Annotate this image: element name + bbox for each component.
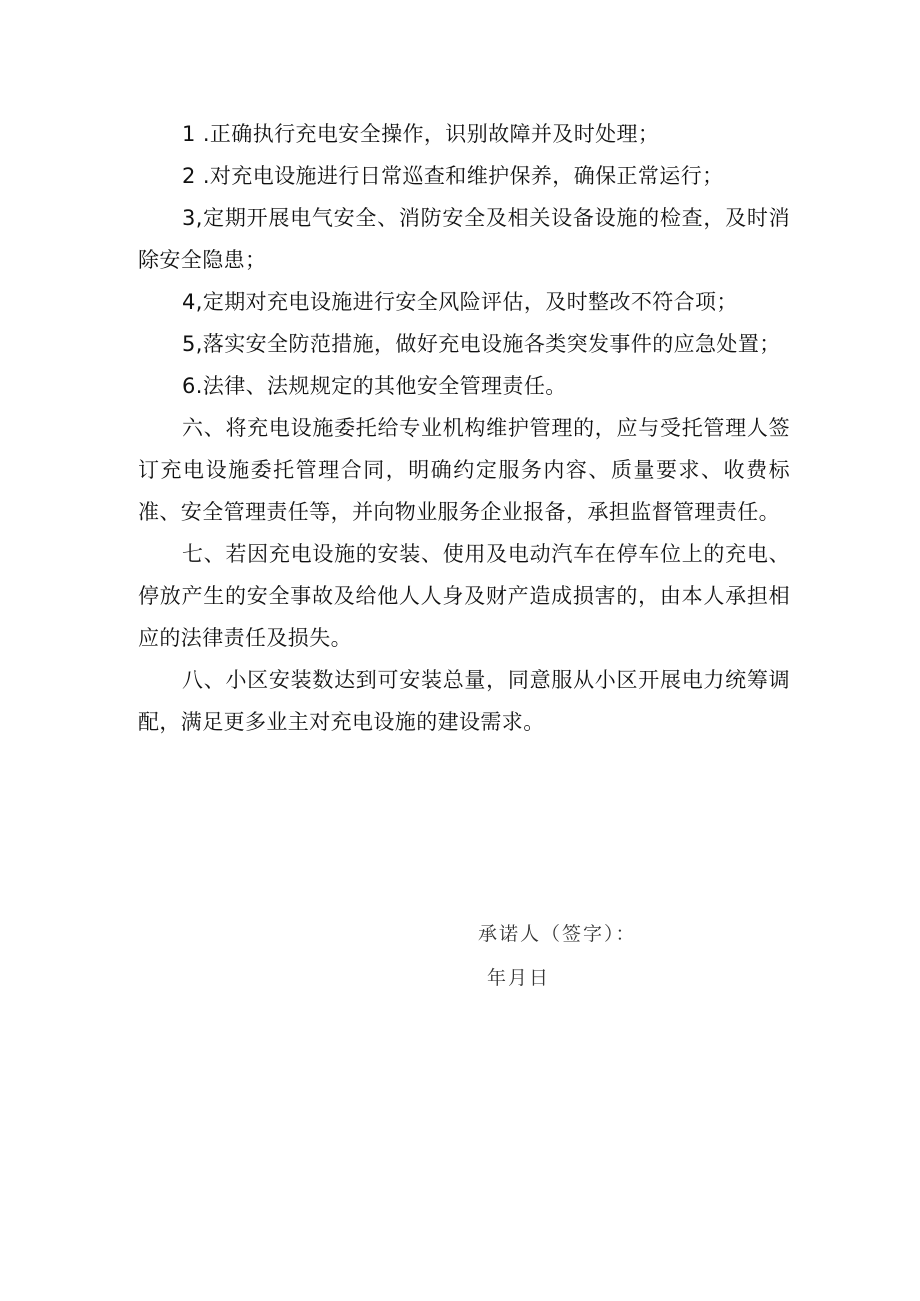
clause-4: 4,定期对充电设施进行安全风险评估，及时整改不符合项；	[182, 290, 738, 314]
clause-2: 2 .对充电设施进行日常巡查和维护保养，确保正常运行；	[182, 164, 724, 188]
section-eight: 八、小区安装数达到可安装总量，同意服从小区开展电力统筹调配，满足更多业主对充电设施的建设需求。	[138, 668, 790, 734]
signature-block	[478, 912, 637, 1000]
section-six: 六、将充电设施委托给专业机构维护管理的，应与受托管理人签订充电设施委托管理合同，明确约定服务内容、质量要求、收费标准、安全管理责任等，并向物业服务企业报备，承担监督管理责任。	[138, 416, 790, 524]
clause-1: 1 .正确执行充电安全操作，识别故障并及时处理；	[182, 122, 660, 146]
clause-3: 3,定期开展电气安全、消防安全及相关设备设施的检查，及时消除安全隐患；	[138, 206, 790, 272]
date-label: 年月日	[487, 967, 551, 989]
clause-6: 6.法律、法规规定的其他安全管理责任。	[182, 374, 567, 398]
section-seven: 七、若因充电设施的安装、使用及电动汽车在停车位上的充电、停放产生的安全事故及给他人人身及财产造成损害的，由本人承担相应的法律责任及损失。	[138, 542, 790, 650]
document-body	[138, 113, 790, 743]
signer-label: 承诺人（签字）：	[478, 923, 637, 945]
clause-5: 5,落实安全防范措施，做好充电设施各类突发事件的应急处置；	[182, 332, 781, 356]
